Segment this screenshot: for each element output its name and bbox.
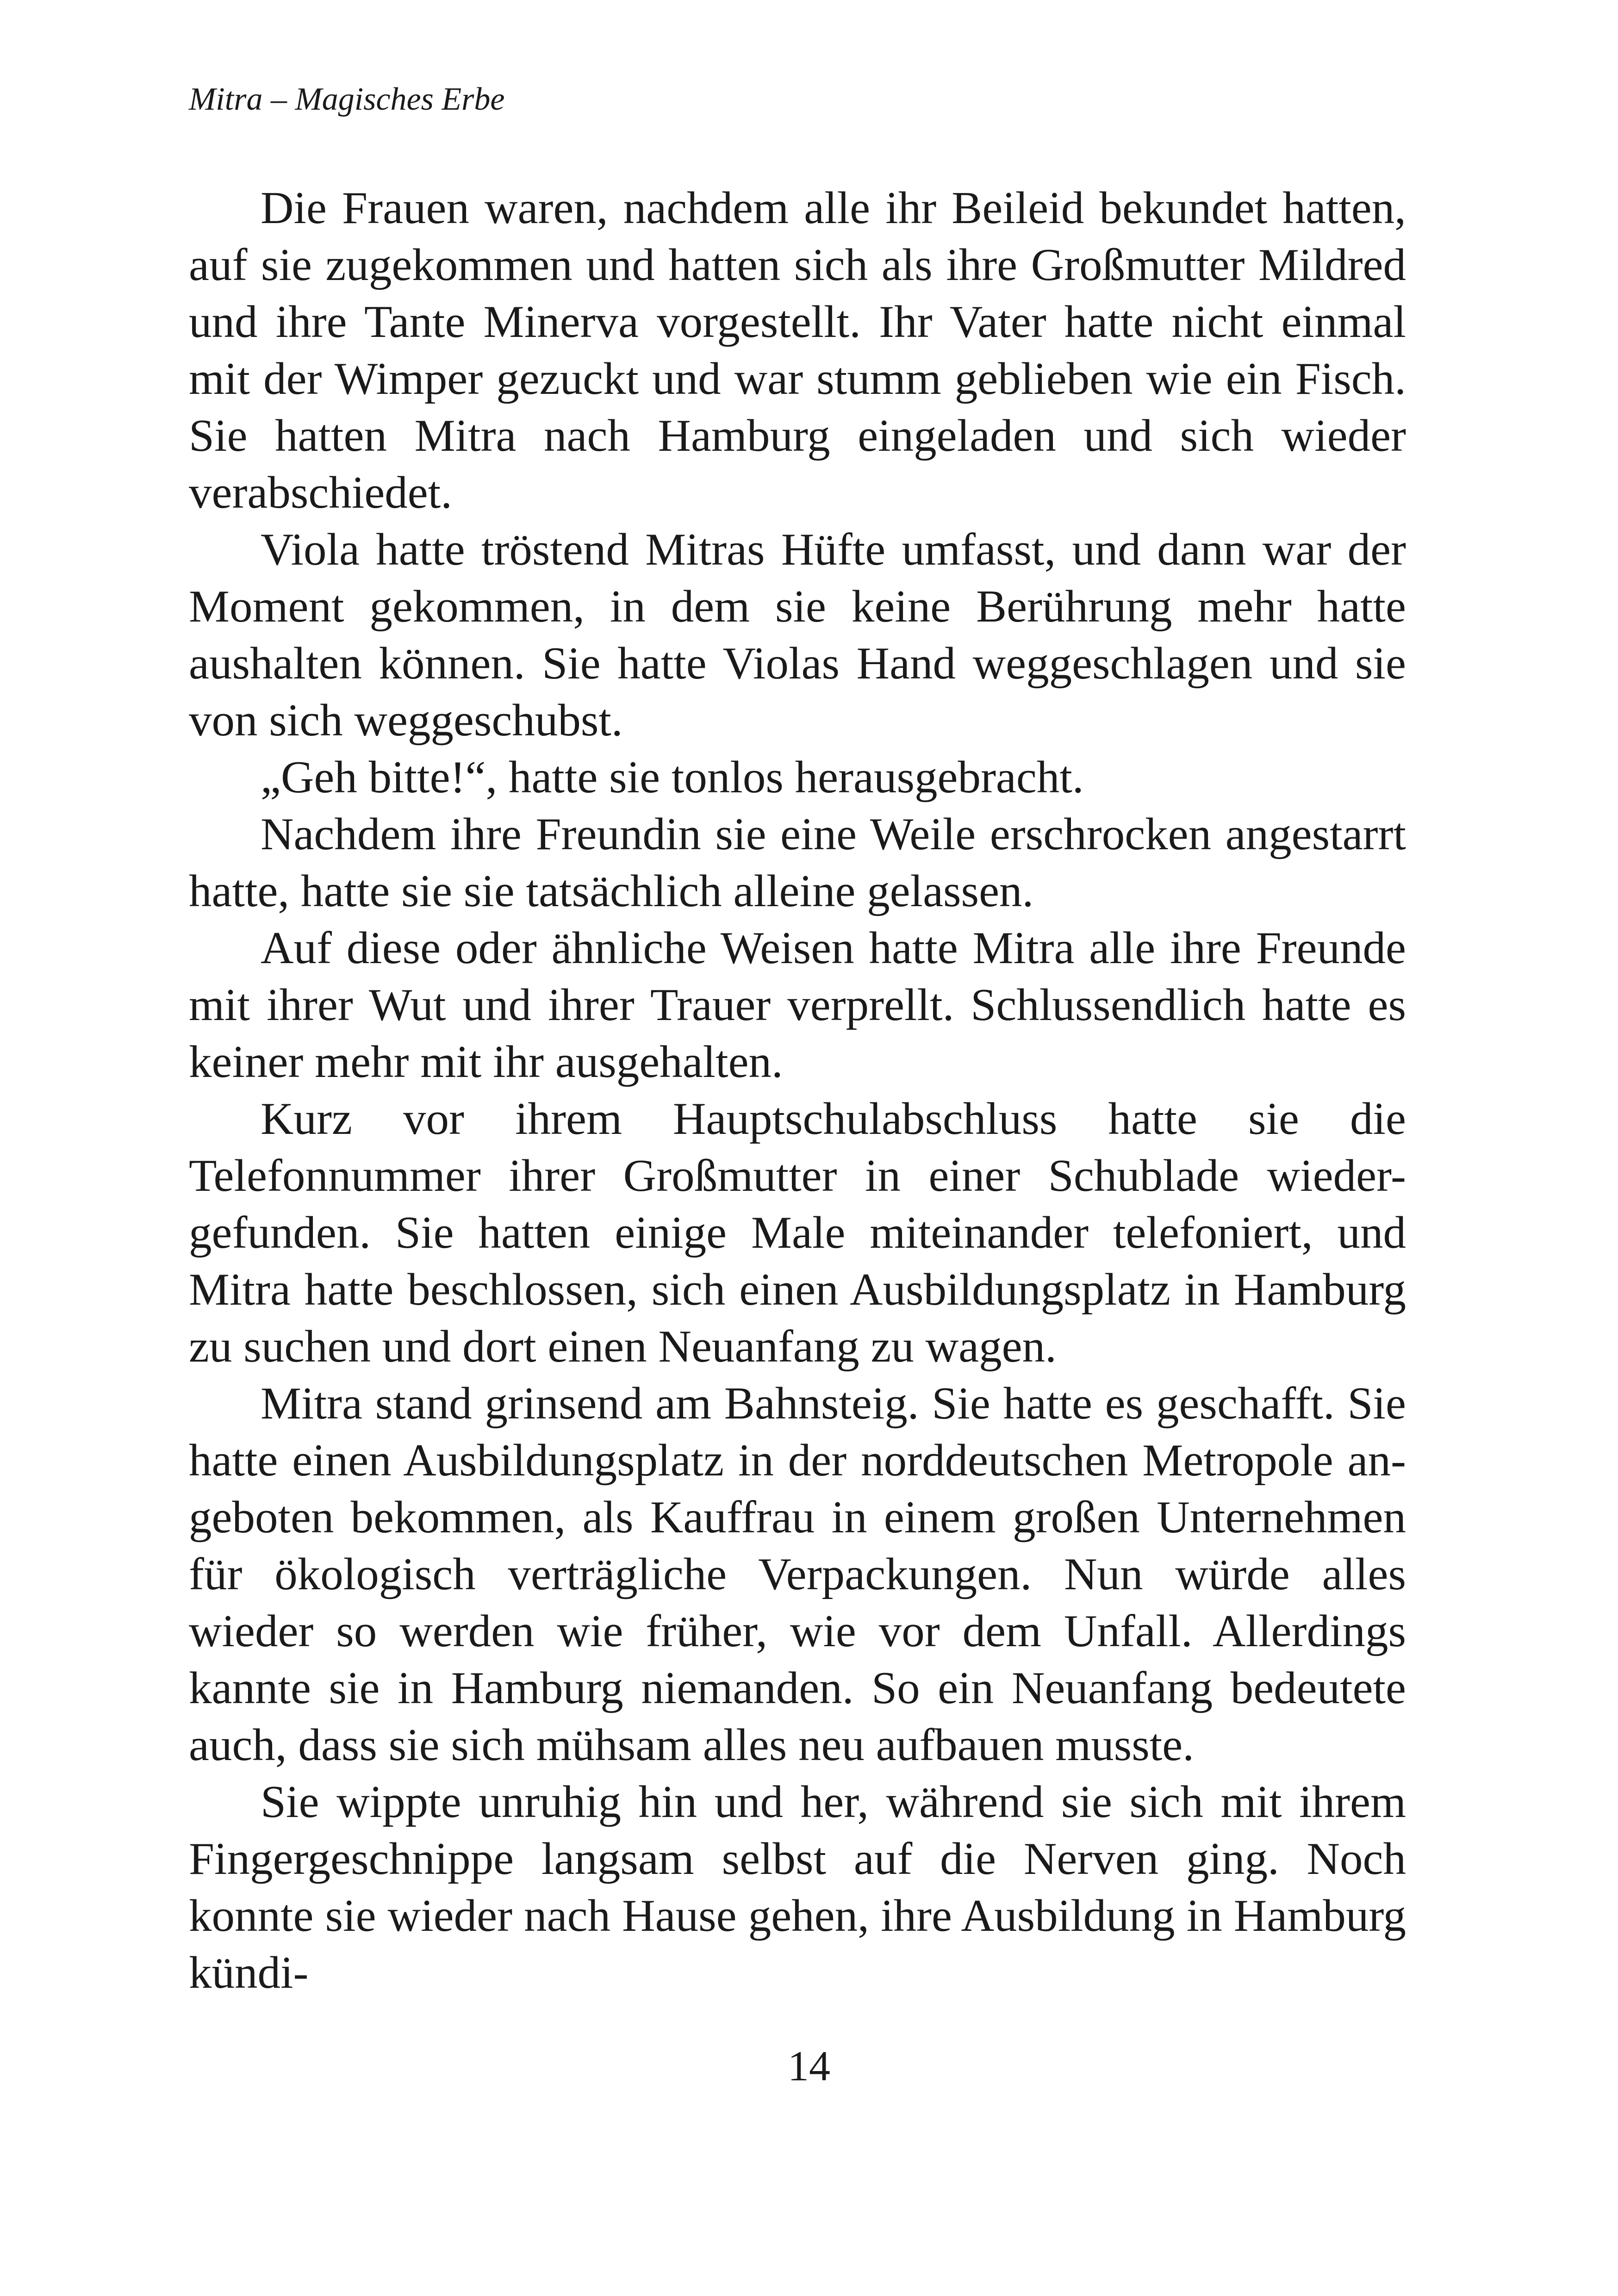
- paragraph: Die Frauen waren, nachdem alle ihr Beileid bekundet hatten, auf sie zugekommen und hatten sich als ihre Großmutter Mildred und ihre Tante Minerva vorgestellt. Ihr Vater hatte nicht einmal mit der Wimper gezuckt und war stumm geblieben wie ein Fisch. Sie hatten Mitra nach Hamburg eingeladen und sich wieder verabschiedet.: [189, 183, 1406, 518]
- running-header: Mitra – Magisches Erbe: [189, 81, 505, 117]
- body-text: [189, 180, 1406, 2001]
- paragraph: Mitra stand grinsend am Bahnsteig. Sie hatte es geschafft. Sie hatte einen Ausbildungsplatz in der norddeutschen Metropole angeboten bekommen, als Kauffrau in einem großen Unternehmen für ökologisch verträgliche Verpackungen. Nun würde alles wieder so werden wie früher, wie vor dem Unfall. Allerdings kannte sie in Hamburg niemanden. So ein Neuanfang bedeutete auch, dass sie sich mühsam alles neu aufbauen musste.: [189, 1378, 1406, 1770]
- paragraph: Auf diese oder ähnliche Weisen hatte Mitra alle ihre Freunde mit ihrer Wut und ihrer Trauer verprellt. Schlussendlich hatte es keiner mehr mit ihr ausgehalten.: [189, 923, 1406, 1087]
- page-number: 14: [788, 2042, 830, 2090]
- paragraph: „Geh bitte!“, hatte sie tonlos herausgebracht.: [261, 752, 1084, 803]
- paragraph: Sie wippte unruhig hin und her, während sie sich mit ihrem Fingergeschnippe langsam selbst auf die Nerven ging. Noch konnte sie wieder nach Hause gehen, ihre Ausbildung in Hamburg kündi-: [189, 1777, 1406, 1998]
- paragraph: Nachdem ihre Freundin sie eine Weile erschrocken angestarrt hatte, hatte sie sie tatsächlich alleine gelassen.: [189, 809, 1406, 916]
- paragraph: Kurz vor ihrem Hauptschulabschluss hatte sie die Telefonnummer ihrer Großmutter in einer Schublade wieder- gefunden. Sie hatten einige Male miteinander telefoniert, und Mitra hatte beschlossen, sich einen Ausbildungsplatz in Hamburg zu suchen und dort einen Neuanfang zu wagen.: [189, 1094, 1406, 1372]
- paragraph: Viola hatte tröstend Mitras Hüfte umfasst, und dann war der Moment gekommen, in dem sie keine Berührung mehr hatte aushalten können. Sie hatte Violas Hand weggeschlagen und sie von sich weggeschubst.: [189, 524, 1406, 746]
